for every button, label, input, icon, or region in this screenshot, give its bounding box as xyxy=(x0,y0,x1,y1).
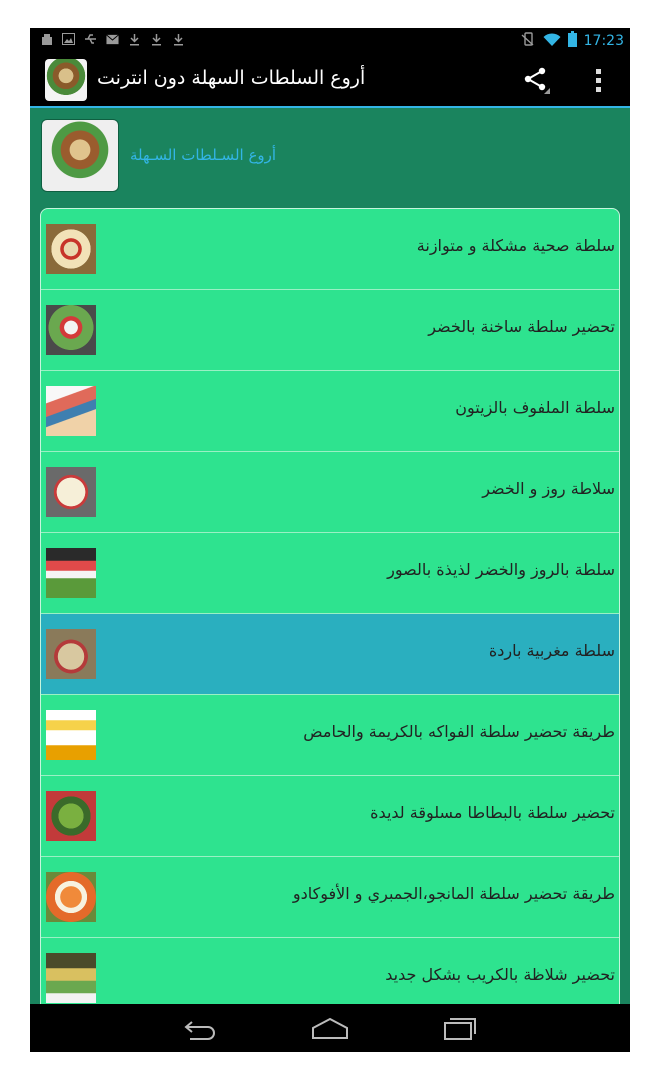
list-item[interactable] xyxy=(41,857,619,938)
share-button[interactable] xyxy=(522,67,552,95)
usb-icon xyxy=(84,32,97,46)
list-item[interactable] xyxy=(41,614,619,695)
recipe-thumbnail xyxy=(46,629,96,679)
main-content xyxy=(30,108,630,1004)
overflow-menu-button[interactable] xyxy=(592,67,604,95)
home-icon xyxy=(310,1014,350,1042)
recipe-thumbnail xyxy=(46,305,96,355)
recipe-thumbnail xyxy=(46,467,96,517)
android-icon xyxy=(40,32,53,46)
list-item[interactable] xyxy=(41,290,619,371)
more-vert-icon xyxy=(592,67,604,95)
recipe-thumbnail xyxy=(46,224,96,274)
recipe-title: طريقة تحضير سلطة المانجو،الجمبري و الأفوكادو xyxy=(292,884,615,903)
recipe-thumbnail xyxy=(46,710,96,760)
recipe-thumbnail xyxy=(46,872,96,922)
device-screen xyxy=(30,28,630,1052)
header-title: أروع السـلطات السـهلة xyxy=(130,146,277,164)
list-item[interactable] xyxy=(41,371,619,452)
recipe-title: تحضير سلطة بالبطاطا مسلوقة لديدة xyxy=(370,803,615,822)
recipe-thumbnail xyxy=(46,548,96,598)
download-icon xyxy=(128,32,141,46)
recipe-title: سلطة صحية مشكلة و متوازنة xyxy=(416,236,615,255)
vibrate-icon xyxy=(520,31,536,51)
recipe-title: سلاطة روز و الخضر xyxy=(482,479,615,498)
recipe-title: تحضير سلطة ساخنة بالخضر xyxy=(428,317,615,336)
list-item[interactable] xyxy=(41,776,619,857)
clock: 17:23 xyxy=(583,33,624,49)
back-button[interactable] xyxy=(180,1014,220,1042)
home-button[interactable] xyxy=(310,1014,350,1042)
recipe-thumbnail xyxy=(46,953,96,1003)
header-image xyxy=(41,119,119,192)
status-bar xyxy=(30,28,630,53)
download-icon xyxy=(172,32,185,46)
recipe-title: سلطة الملفوف بالزيتون xyxy=(455,398,615,417)
recent-apps-button[interactable] xyxy=(440,1014,480,1042)
recipe-thumbnail xyxy=(46,791,96,841)
recipe-list[interactable] xyxy=(40,208,620,1004)
recipe-thumbnail xyxy=(46,386,96,436)
notification-icons xyxy=(40,32,185,46)
download-icon xyxy=(150,32,163,46)
app-title: أروع السلطات السهلة دون انترنت xyxy=(97,67,366,89)
navigation-bar xyxy=(30,1004,630,1052)
recipe-title: سلطة مغربية باردة xyxy=(488,641,615,660)
recent-apps-icon xyxy=(440,1014,480,1042)
list-item[interactable] xyxy=(41,452,619,533)
list-item[interactable] xyxy=(41,533,619,614)
system-icons xyxy=(520,31,624,51)
back-icon xyxy=(180,1014,220,1042)
list-item[interactable] xyxy=(41,209,619,290)
battery-icon xyxy=(568,31,577,51)
mail-icon xyxy=(106,32,119,46)
recipe-title: سلطة بالروز والخضر لذيذة بالصور xyxy=(387,560,615,579)
list-item[interactable] xyxy=(41,695,619,776)
recipe-title: تحضير شلاظة بالكريب بشكل جديد xyxy=(385,965,615,984)
app-logo-icon[interactable] xyxy=(45,59,87,101)
share-icon xyxy=(522,67,552,95)
list-item[interactable] xyxy=(41,938,619,1004)
recipe-title: طريقة تحضير سلطة الفواكه بالكريمة والحامض xyxy=(303,722,615,741)
image-icon xyxy=(62,32,75,46)
action-bar xyxy=(30,53,630,108)
wifi-icon xyxy=(543,32,561,51)
